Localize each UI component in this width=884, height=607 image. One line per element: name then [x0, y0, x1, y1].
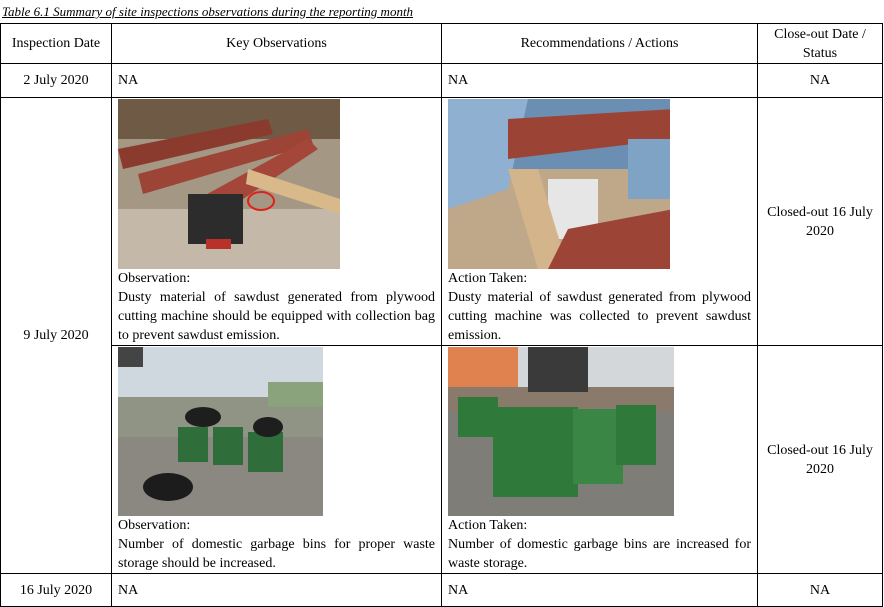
- table-row: [1, 64, 883, 98]
- inspection-table: [0, 23, 883, 607]
- action-label: Action Taken:: [448, 271, 528, 286]
- observation-cell: [112, 98, 442, 346]
- row-observation: NA: [112, 64, 442, 98]
- table-row: [1, 98, 883, 346]
- action-label: Action Taken:: [448, 518, 528, 533]
- observation-cell: [112, 346, 442, 574]
- action-cell: [442, 98, 758, 346]
- action-cell: [442, 346, 758, 574]
- header-close-out: Close-out Date / Status: [758, 24, 883, 64]
- photo-garbage-bins-before: [118, 347, 323, 516]
- header-row: [1, 24, 883, 64]
- observation-label: Observation:: [118, 271, 191, 286]
- photo-sawdust-collected: [448, 99, 670, 269]
- row-date: 16 July 2020: [1, 574, 112, 607]
- action-text: Dusty material of sawdust generated from plywood cutting machine was collected to prevent sawdust emission.: [448, 290, 751, 343]
- action-text: Number of domestic garbage bins are increased for waste storage.: [448, 537, 751, 571]
- row-date: 9 July 2020: [1, 98, 112, 574]
- observation-text: Dusty material of sawdust generated from plywood cutting machine should be equipped with collection bag to prevent sawdust emission.: [118, 290, 435, 343]
- table-caption: Table 6.1 Summary of site inspections observations during the reporting month: [2, 4, 414, 19]
- row-observation: NA: [112, 574, 442, 607]
- row-status: Closed-out 16 July 2020: [758, 346, 883, 574]
- row-status: Closed-out 16 July 2020: [758, 98, 883, 346]
- row-action: NA: [442, 64, 758, 98]
- row-status: NA: [758, 64, 883, 98]
- photo-plywood-cutting-machine: [118, 99, 340, 269]
- photo-garbage-bins-after: [448, 347, 674, 516]
- header-inspection-date: Inspection Date: [1, 24, 112, 64]
- observation-text: Number of domestic garbage bins for proper waste storage should be increased.: [118, 537, 435, 571]
- header-key-observations: Key Observations: [112, 24, 442, 64]
- header-recommendations: Recommendations / Actions: [442, 24, 758, 64]
- table-row: [1, 574, 883, 607]
- observation-label: Observation:: [118, 518, 191, 533]
- row-action: NA: [442, 574, 758, 607]
- table-row: [1, 346, 883, 574]
- row-date: 2 July 2020: [1, 64, 112, 98]
- row-status: NA: [758, 574, 883, 607]
